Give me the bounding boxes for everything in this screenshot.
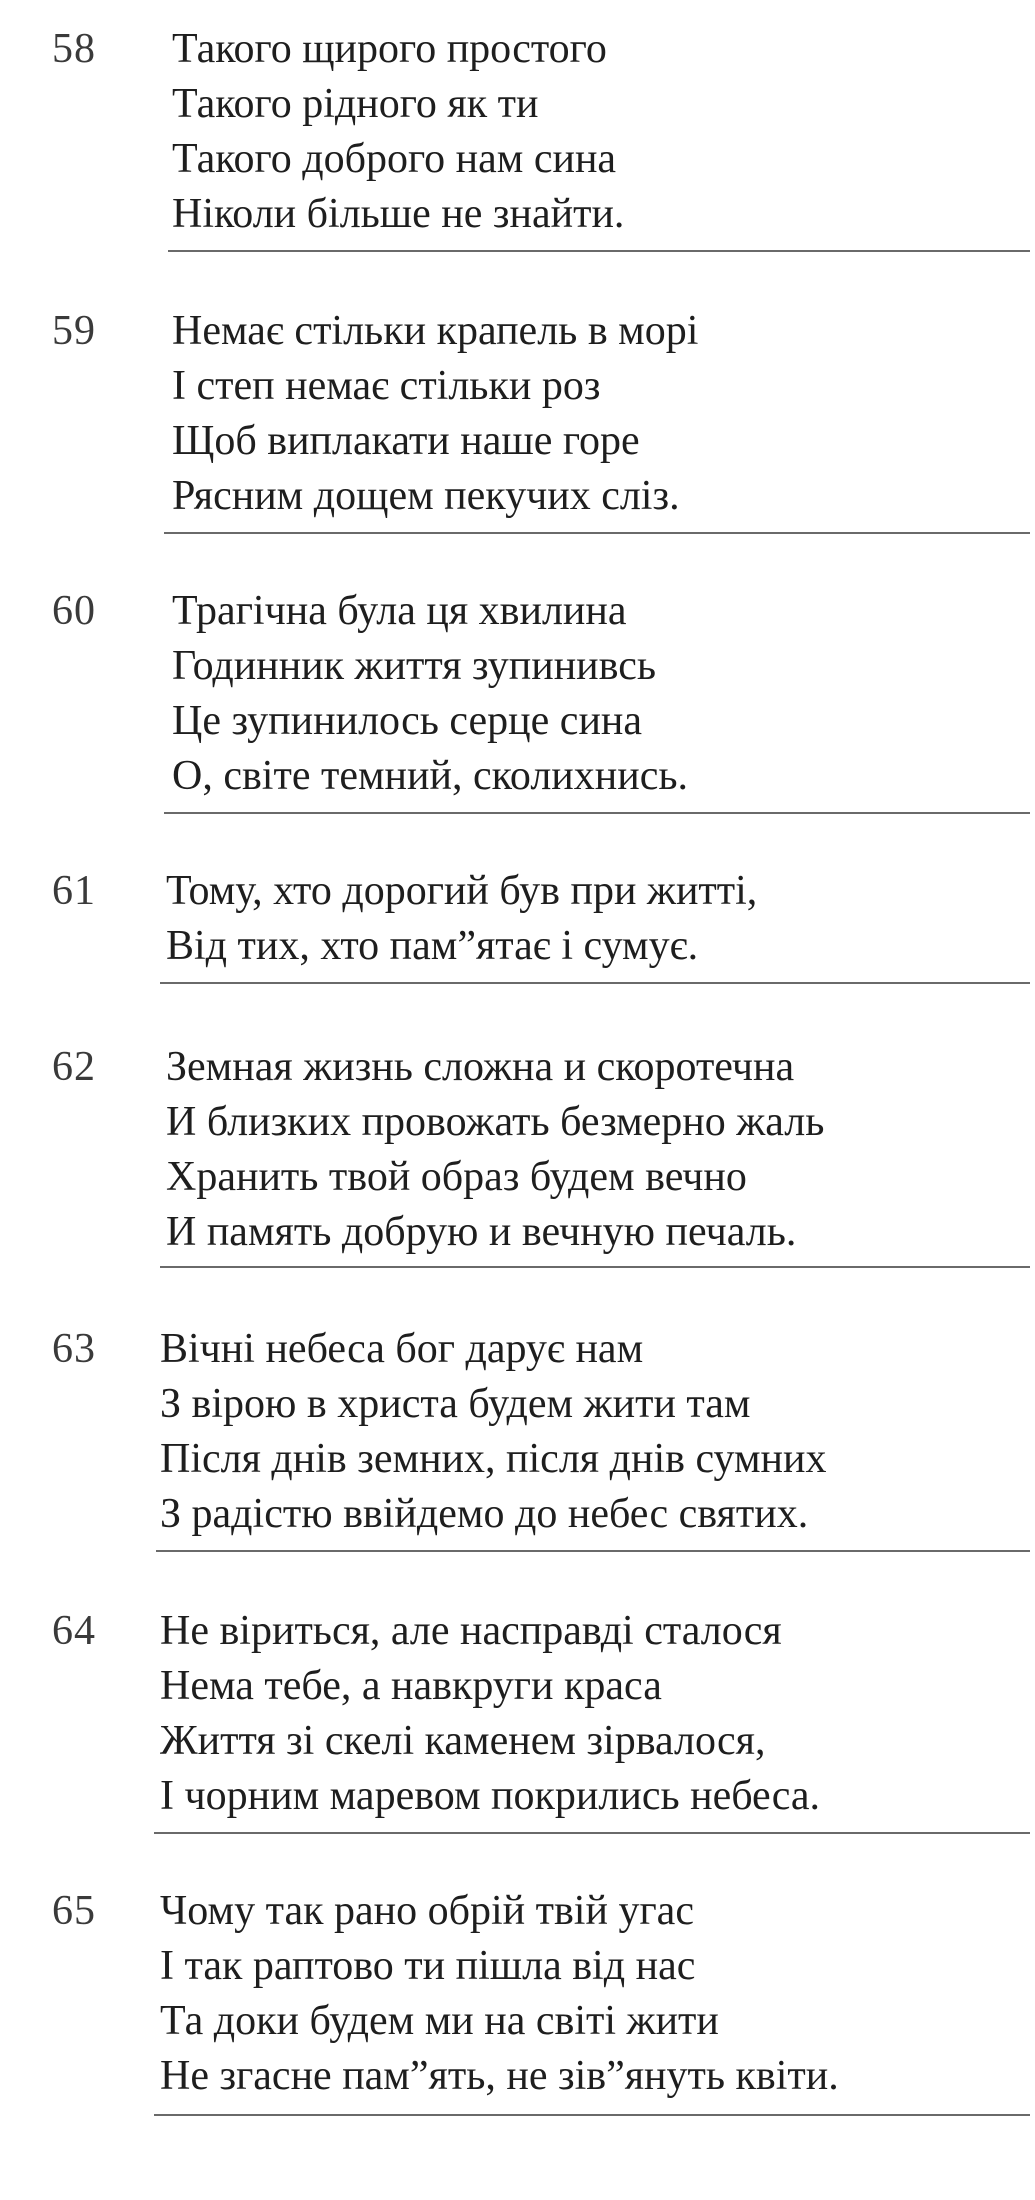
verse-line: Не віриться, але насправді сталося — [160, 1608, 782, 1654]
verse-line: Годинник життя зупинивсь — [172, 643, 657, 689]
verse-line: І степ немає стільки роз — [172, 363, 601, 409]
separator-line — [154, 2114, 1030, 2116]
verse-line: Нема тебе, а навкруги краса — [160, 1663, 662, 1709]
verse-number: 58 — [52, 26, 96, 72]
verse-line: Ніколи більше не знайти. — [172, 191, 625, 237]
verse-line: О, світе темний, сколихнись. — [172, 753, 689, 799]
verse-number: 65 — [52, 1888, 96, 1934]
verse-line: Це зупинилось серце сина — [172, 698, 643, 744]
verse-line: Такого доброго нам сина — [172, 136, 617, 182]
separator-line — [168, 250, 1030, 252]
verse-line: З вірою в христа будем жити там — [160, 1381, 751, 1427]
verse-line: Від тих, хто пам”ятає і сумує. — [166, 923, 699, 969]
verse-line: Такого щирого простого — [172, 26, 607, 72]
verse-line: Хранить твой образ будем вечно — [166, 1154, 747, 1200]
verse-line: Життя зі скелі каменем зірвалося, — [160, 1718, 766, 1764]
separator-line — [164, 812, 1030, 814]
verse-line: Немає стільки крапель в морі — [172, 308, 699, 354]
verse-line: Не згасне пам”ять, не зів”януть квіти. — [160, 2053, 839, 2099]
verse-text — [166, 864, 757, 974]
verse-line: І чорним маревом покрились небеса. — [160, 1773, 821, 1819]
verse-number: 64 — [52, 1608, 96, 1654]
verse-line: З радістю ввійдемо до небес святих. — [160, 1491, 809, 1537]
verse-text — [160, 1884, 839, 2104]
verse-text — [160, 1604, 820, 1824]
verse-text — [172, 584, 688, 804]
verse-text — [172, 22, 624, 242]
verse-number: 60 — [52, 588, 96, 634]
separator-line — [160, 982, 1030, 984]
separator-line — [154, 1832, 1030, 1834]
verse-line: І так раптово ти пішла від нас — [160, 1943, 696, 1989]
separator-line — [160, 1266, 1030, 1268]
separator-line — [156, 1550, 1030, 1552]
verse-text — [172, 304, 698, 524]
verse-line: И память добрую и вечную печаль. — [166, 1209, 797, 1255]
verse-number: 62 — [52, 1044, 96, 1090]
separator-line — [164, 532, 1030, 534]
verse-number: 59 — [52, 308, 96, 354]
verse-number: 63 — [52, 1326, 96, 1372]
verse-line: Вічні небеса бог дарує нам — [160, 1326, 644, 1372]
verse-line: Земная жизнь сложна и скоротечна — [166, 1044, 795, 1090]
verse-line: Чому так рано обрій твій угас — [160, 1888, 694, 1934]
verse-line: Та доки будем ми на світі жити — [160, 1998, 719, 2044]
verse-number: 61 — [52, 868, 96, 914]
verse-text — [160, 1322, 827, 1542]
verse-line: Рясним дощем пекучих сліз. — [172, 473, 680, 519]
verse-line: И близких провожать безмерно жаль — [166, 1099, 825, 1145]
verse-text — [166, 1040, 824, 1260]
verse-line: Щоб виплакати наше горе — [172, 418, 640, 464]
verse-line: Після днів земних, після днів сумних — [160, 1436, 827, 1482]
verse-line: Такого рідного як ти — [172, 81, 539, 127]
verse-line: Тому, хто дорогий був при житті, — [166, 868, 758, 914]
verse-line: Трагічна була ця хвилина — [172, 588, 627, 634]
